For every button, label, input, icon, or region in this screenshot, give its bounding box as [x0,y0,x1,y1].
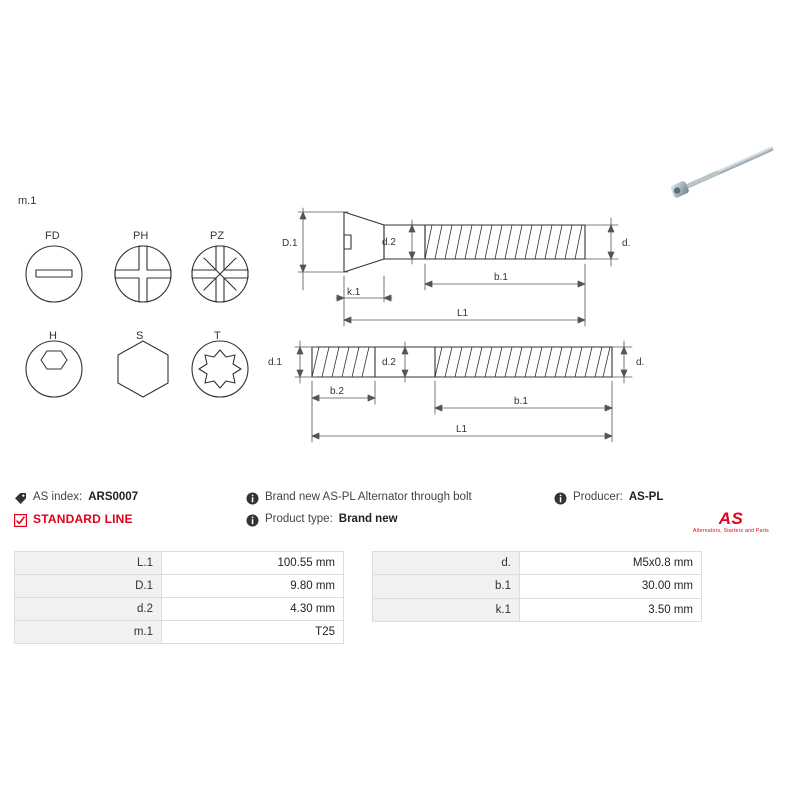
svg-text:T: T [214,330,221,342]
table-row [373,575,702,598]
spec-key: d.2 [15,598,162,621]
spec-tables [14,551,786,644]
svg-text:d.: d. [622,238,631,249]
svg-text:d.2: d.2 [382,357,396,368]
spec-value: 3.50 mm [520,598,702,621]
info-icon [554,492,567,505]
spec-key: k.1 [373,598,520,621]
svg-text:b.2: b.2 [330,386,344,397]
info-icon [246,492,259,505]
svg-text:L1: L1 [456,424,468,435]
info-icon [246,514,259,527]
product-type-value: Brand new [338,513,398,525]
brand-name: AS [718,509,744,528]
spec-value: 4.30 mm [162,598,344,621]
head-types-label: m.1 [18,195,37,207]
brand-tagline: Alternators, Starters and Parts [693,528,769,534]
info-col-producer [554,486,786,534]
table-row [15,575,344,598]
product-description: Brand new AS-PL Alternator through bolt [265,491,472,503]
svg-text:b.1: b.1 [494,272,508,283]
spec-key: m.1 [15,621,162,644]
brand-logo [676,510,786,534]
svg-text:D.1: D.1 [282,238,298,249]
check-box-icon [14,514,27,527]
standard-line-label: STANDARD LINE [33,512,133,526]
product-type-row [246,508,546,530]
svg-text:L1: L1 [457,308,469,319]
description-row [246,486,546,508]
spec-key: d. [373,552,520,575]
spec-value: M5x0.8 mm [520,552,702,575]
spec-value: 9.80 mm [162,575,344,598]
table-row [373,552,702,575]
product-type-label: Product type: [265,513,333,525]
spec-key-empty [373,621,520,644]
svg-text:H: H [49,330,57,342]
table-row [373,598,702,621]
svg-text:d.2: d.2 [382,237,396,248]
spec-key: L.1 [15,552,162,575]
spec-key: D.1 [15,575,162,598]
standard-line-row [14,508,229,530]
table-row [373,621,702,644]
table-gap [344,551,372,644]
producer-value: AS-PL [628,491,664,503]
table-row [15,598,344,621]
info-col-index [14,486,229,530]
spec-value: 30.00 mm [520,575,702,598]
spec-value-empty [520,621,702,644]
producer-row [554,486,786,508]
spec-value: T25 [162,621,344,644]
table-row [15,621,344,644]
as-index-row [14,486,229,508]
table-row [15,552,344,575]
svg-text:FD: FD [45,230,60,242]
producer-label: Producer: [573,491,623,503]
svg-text:k.1: k.1 [347,287,361,298]
spec-table-left [14,551,344,644]
svg-text:PZ: PZ [210,230,225,242]
spec-value: 100.55 mm [162,552,344,575]
product-info-strip [14,486,786,548]
spec-table-right [372,551,702,644]
svg-text:S: S [136,330,144,342]
svg-text:d.: d. [636,357,645,368]
info-col-description [246,486,546,530]
spec-key: b.1 [373,575,520,598]
as-index-value: ARS0007 [88,491,139,503]
svg-text:PH: PH [133,230,149,242]
tag-icon [14,492,27,505]
as-index-label: AS index: [33,491,83,503]
svg-text:d.1: d.1 [268,357,282,368]
product-photo [660,130,795,210]
svg-text:b.1: b.1 [514,396,528,407]
